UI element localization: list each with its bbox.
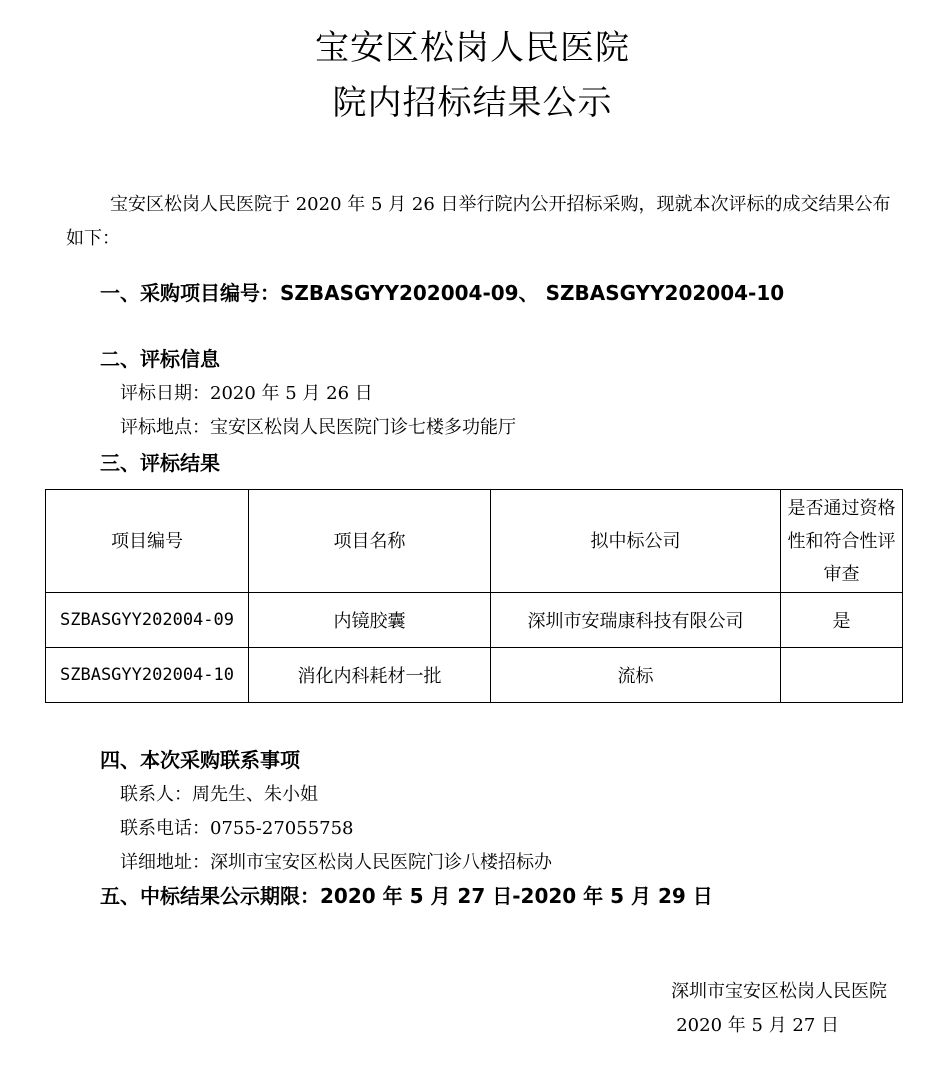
- cell-qualification-review: 是: [781, 593, 903, 648]
- evaluation-date: 评标日期：2020 年 5 月 26 日: [120, 383, 373, 404]
- header-project-number: 项目编号: [46, 490, 249, 593]
- section4-heading: 四、本次采购联系事项: [100, 748, 300, 772]
- evaluation-location: 评标地点：宝安区松岗人民医院门诊七楼多功能厅: [120, 417, 516, 438]
- signature-date: 2020 年 5 月 27 日: [676, 1015, 839, 1036]
- contact-phone: 联系电话：0755-27055758: [120, 818, 354, 839]
- cell-qualification-review: [781, 648, 903, 703]
- header-winning-company: 拟中标公司: [491, 490, 781, 593]
- table-row: [46, 593, 903, 648]
- section1-heading: 一、采购项目编号：SZBASGYY202004-09、 SZBASGYY202004-10: [100, 281, 785, 305]
- cell-project-name: 消化内科耗材一批: [249, 648, 491, 703]
- intro-paragraph: 宝安区松岗人民医院于 2020 年 5 月 26 日举行院内公开招标采购，现就本次评标的成交结果公布如下：: [66, 194, 891, 249]
- document-subtitle: 院内招标结果公示: [332, 83, 613, 123]
- cell-winning-company: 流标: [491, 648, 781, 703]
- section3-heading: 三、评标结果: [100, 451, 220, 475]
- cell-project-name: 内镜胶囊: [249, 593, 491, 648]
- cell-project-number: SZBASGYY202004-09: [46, 593, 249, 648]
- contact-address: 详细地址：深圳市宝安区松岗人民医院门诊八楼招标办: [120, 852, 552, 873]
- section2-heading: 二、评标信息: [100, 347, 220, 371]
- document-title: 宝安区松岗人民医院: [315, 28, 630, 68]
- result-table: [45, 489, 903, 703]
- cell-project-number: SZBASGYY202004-10: [46, 648, 249, 703]
- table-header-row: [46, 490, 903, 593]
- contact-person: 联系人：周先生、朱小姐: [120, 784, 318, 805]
- header-qualification-review: 是否通过资格性和符合性评审查: [781, 490, 903, 593]
- cell-winning-company: 深圳市安瑞康科技有限公司: [491, 593, 781, 648]
- header-project-name: 项目名称: [249, 490, 491, 593]
- section5-heading: 五、中标结果公示期限：2020 年 5 月 27 日-2020 年 5 月 29 日: [100, 884, 713, 908]
- signature-organization: 深圳市宝安区松岗人民医院: [671, 981, 887, 1002]
- table-row: [46, 648, 903, 703]
